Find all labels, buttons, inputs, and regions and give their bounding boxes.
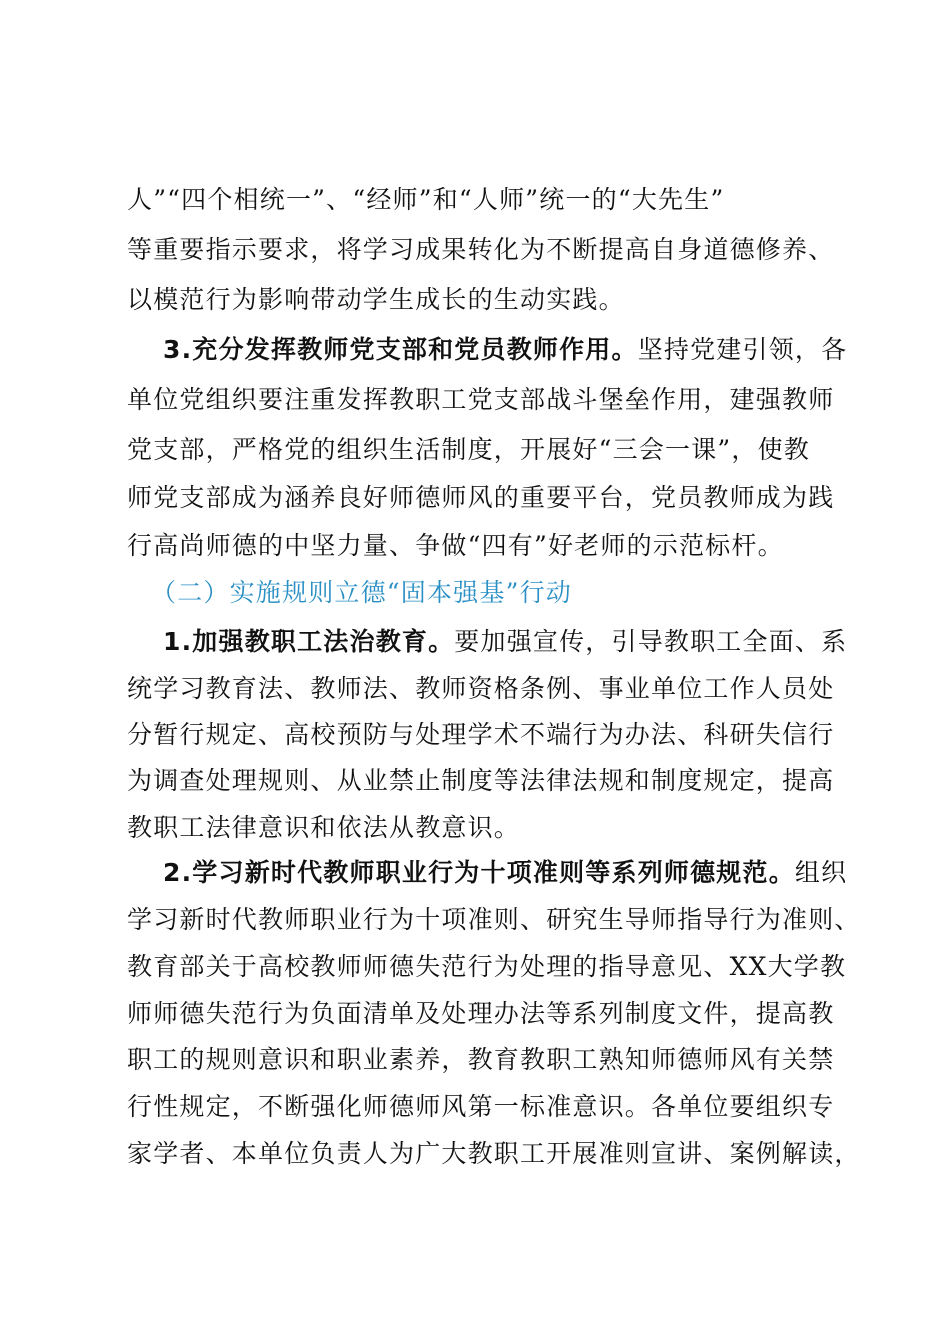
paragraph-line: 职工的规则意识和职业素养，教育教职工熟知师德师风有关禁 — [127, 1045, 835, 1074]
paragraph-line: 学习新时代教师职业行为十项准则、研究生导师指导行为准则、 — [127, 905, 861, 934]
paragraph-first-line — [163, 858, 847, 888]
paragraph-line: 党支部，严格党的组织生活制度，开展好“三会一课”，使教 — [127, 435, 810, 464]
paragraph-line: 统学习教育法、教师法、教师资格条例、事业单位工作人员处 — [127, 674, 835, 703]
paragraph-lead-bold: 1.加强教职工法治教育。 — [163, 627, 455, 656]
paragraph-line: 师党支部成为涵养良好师德师风的重要平台，党员教师成为践 — [127, 483, 835, 512]
paragraph-lead-text: 组织 — [794, 858, 848, 887]
paragraph-line: 单位党组织要注重发挥教职工党支部战斗堡垒作用，建强教师 — [127, 385, 835, 414]
paragraph-line: 行性规定，不断强化师德师风第一标准意识。各单位要组织专 — [127, 1092, 835, 1121]
paragraph-lead-text: 坚持党建引领，各 — [637, 335, 848, 364]
paragraph-line: 人”“四个相统一”、“经师”和“人师”统一的“大先生” — [127, 185, 725, 214]
section-heading: （二）实施规则立德“固本强基”行动 — [151, 578, 572, 607]
paragraph-line: 分暂行规定、高校预防与处理学术不端行为办法、科研失信行 — [127, 720, 835, 749]
paragraph-line: 教育部关于高校教师师德失范行为处理的指导意见、XX大学教 — [127, 952, 847, 981]
paragraph-line: 教职工法律意识和依法从教意识。 — [127, 813, 521, 842]
paragraph-line: 家学者、本单位负责人为广大教职工开展准则宣讲、案例解读， — [127, 1139, 861, 1168]
paragraph-first-line — [163, 335, 847, 365]
paragraph-line: 等重要指示要求，将学习成果转化为不断提高自身道德修养、 — [127, 235, 835, 264]
paragraph-first-line — [163, 627, 847, 657]
paragraph-line: 行高尚师德的中坚力量、争做“四有”好老师的示范标杆。 — [127, 531, 784, 560]
paragraph-line: 师师德失范行为负面清单及处理办法等系列制度文件，提高教 — [127, 999, 835, 1028]
paragraph-lead-text: 要加强宣传，引导教职工全面、系 — [454, 627, 848, 656]
paragraph-line: 为调查处理规则、从业禁止制度等法律法规和制度规定，提高 — [127, 766, 835, 795]
paragraph-lead-bold: 2.学习新时代教师职业行为十项准则等系列师德规范。 — [163, 858, 795, 887]
paragraph-line: 以模范行为影响带动学生成长的生动实践。 — [127, 285, 625, 314]
paragraph-lead-bold: 3.充分发挥教师党支部和党员教师作用。 — [163, 335, 638, 364]
